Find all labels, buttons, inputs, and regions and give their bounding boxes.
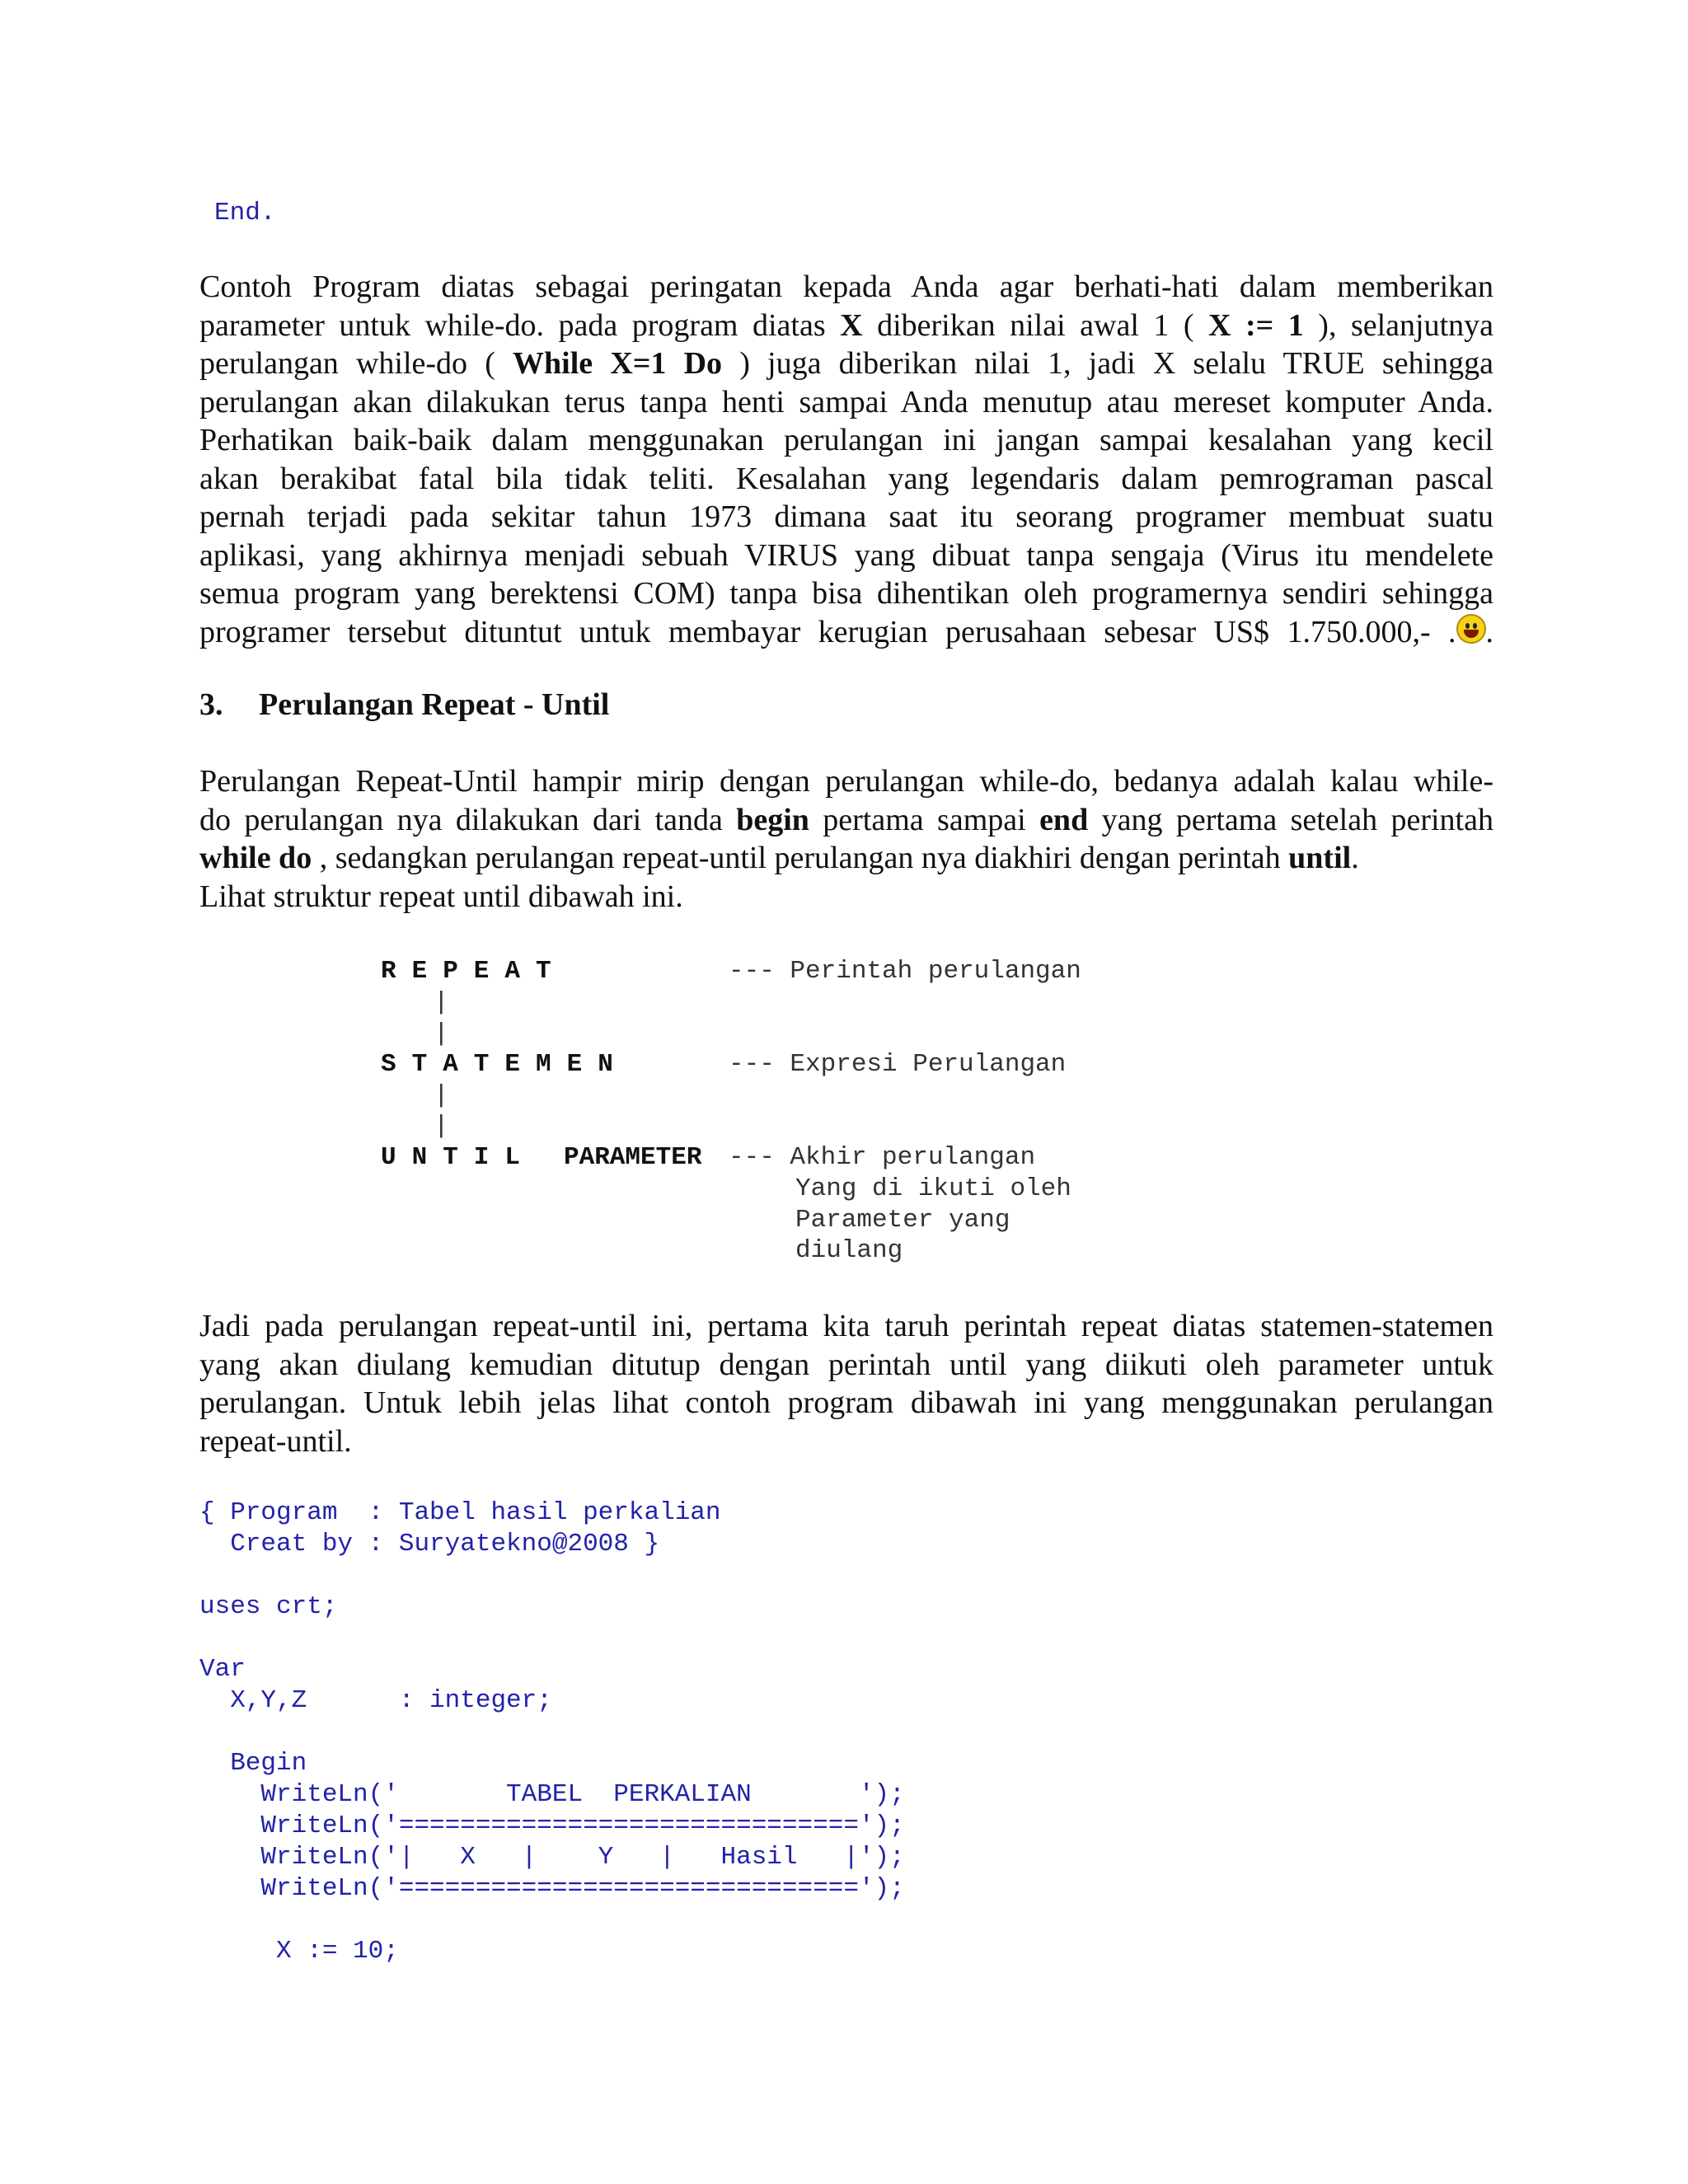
text-line: parameter untuk while-do. pada program diatas X diberikan nilai awal 1 ( X := 1 ), selanjutnya xyxy=(199,307,1494,343)
text-line: Jadi pada perulangan repeat-until ini, pertama kita taruh perintah repeat diatas statemen-statemen xyxy=(199,1309,1493,1343)
keyword-statemen: STATEMEN xyxy=(381,1050,629,1079)
description-until: --- Akhir perulangan xyxy=(729,1143,1036,1172)
text-line: semua program yang berektensi COM) tanpa bisa dihentikan oleh programernya sendiri sehingga xyxy=(199,576,1493,611)
description-until: Yang di ikuti oleh xyxy=(795,1174,1071,1203)
code-line: WriteLn('=============================='); xyxy=(199,1874,905,1903)
text-line: perulangan. Untuk lebih jelas lihat contoh program dibawah ini yang menggunakan perulangan xyxy=(199,1385,1493,1420)
text-line: programer tersebut dituntut untuk membayar kerugian perusahaan sebesar US$ 1.750.000,- . . xyxy=(199,614,1493,649)
text-line: akan berakibat fatal bila tidak teliti. Kesalahan yang legendaris dalam pemrograman pascal xyxy=(199,461,1493,496)
connector-pipe: | xyxy=(434,1112,449,1141)
code-line: { Program : Tabel hasil perkalian xyxy=(199,1498,721,1527)
code-line: WriteLn(' TABEL PERKALIAN '); xyxy=(199,1780,905,1809)
text-line: perulangan akan dilakukan terus tanpa henti sampai Anda menutup atau mereset komputer Anda. xyxy=(199,384,1493,419)
text-line: while do , sedangkan perulangan repeat-until perulangan nya diakhiri dengan perintah until. xyxy=(199,841,1359,875)
text-line: perulangan while-do ( While X=1 Do ) juga diberikan nilai 1, jadi X selalu TRUE sehingga xyxy=(199,346,1493,381)
code-line: Creat by : Suryatekno@2008 } xyxy=(199,1530,660,1558)
section-heading xyxy=(199,686,609,724)
connector-pipe: | xyxy=(434,1081,449,1110)
code-line: WriteLn('=============================='); xyxy=(199,1811,905,1840)
text-line: Perhatikan baik-baik dalam menggunakan perulangan ini jangan sampai kesalahan yang kecil xyxy=(199,423,1493,457)
section-title: Perulangan Repeat - Until xyxy=(259,687,610,722)
text-line: repeat-until. xyxy=(199,1423,352,1459)
description-until: diulang xyxy=(795,1236,903,1265)
code-line: Begin xyxy=(199,1749,307,1778)
connector-pipe: | xyxy=(434,988,449,1017)
text-line: Lihat struktur repeat until dibawah ini. xyxy=(199,879,683,914)
text-line: Perulangan Repeat-Until hampir mirip dengan perulangan while-do, bedanya adalah kalau while- xyxy=(199,764,1493,799)
paragraph-repeat-explanation xyxy=(199,1307,1493,1460)
paragraph-repeat-intro xyxy=(199,762,1493,916)
smiley-icon xyxy=(1456,614,1486,644)
keyword-parameter: PARAMETER xyxy=(564,1143,702,1172)
description-statemen: --- Expresi Perulangan xyxy=(729,1050,1067,1079)
code-block-program xyxy=(199,1497,905,1967)
text-line: pernah terjadi pada sekitar tahun 1973 dimana saat itu seorang programer membuat suatu xyxy=(199,499,1493,534)
text-line: aplikasi, yang akhirnya menjadi sebuah VIRUS yang dibuat tanpa sengaja (Virus itu mendelete xyxy=(199,537,1493,573)
code-line: X := 10; xyxy=(199,1937,399,1966)
description-until: Parameter yang xyxy=(795,1206,1010,1235)
connector-pipe: | xyxy=(434,1019,449,1048)
description-repeat: --- Perintah perulangan xyxy=(729,957,1081,986)
section-number: 3. xyxy=(199,687,223,722)
text-line: Contoh Program diatas sebagai peringatan kepada Anda agar berhati-hati dalam memberikan xyxy=(199,269,1493,304)
text-line: do perulangan nya dilakukan dari tanda begin pertama sampai end yang pertama setelah perintah xyxy=(199,802,1493,837)
text-line: yang akan diulang kemudian ditutup dengan perintah until yang diikuti oleh parameter untuk xyxy=(199,1347,1493,1382)
keyword-until: UNTIL xyxy=(381,1143,537,1172)
code-line: X,Y,Z : integer; xyxy=(199,1686,552,1715)
code-line: uses crt; xyxy=(199,1592,338,1621)
code-line: WriteLn('| X | Y | Hasil |'); xyxy=(199,1843,905,1872)
code-end-line: End. xyxy=(214,199,276,227)
paragraph-warning xyxy=(199,268,1493,651)
keyword-repeat: REPEAT xyxy=(381,957,567,986)
code-line: Var xyxy=(199,1655,246,1684)
